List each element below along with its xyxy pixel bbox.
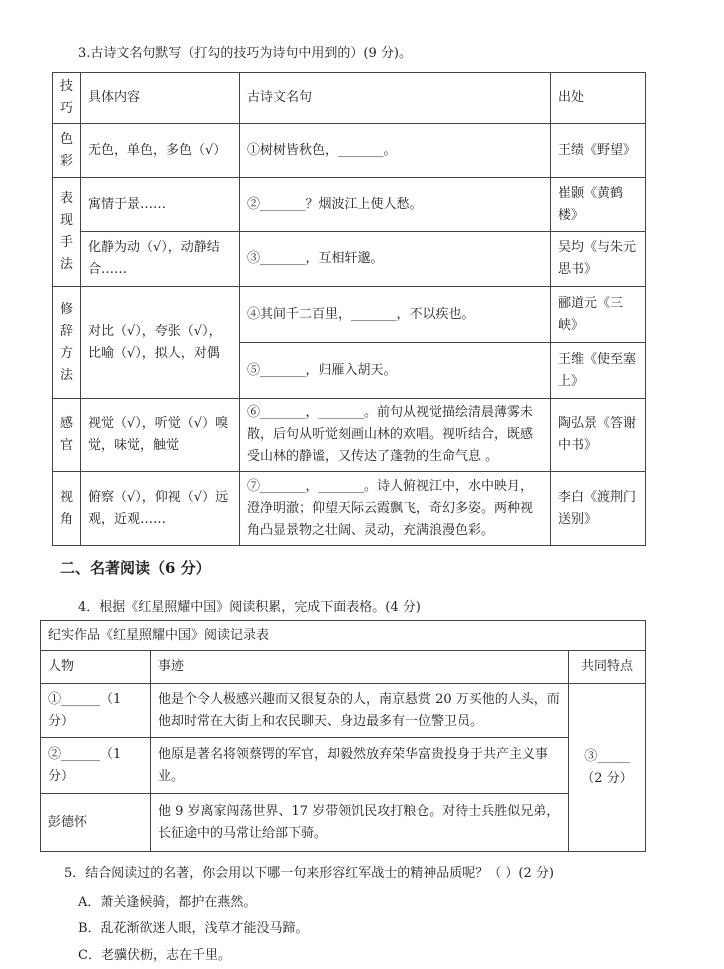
person-cell: 彭德怀 — [41, 794, 151, 852]
header-technique: 技巧 — [53, 73, 81, 124]
option-c: C．老骥伏枥，志在千里。 — [78, 948, 231, 963]
reading-record-table — [40, 620, 646, 852]
table-row — [41, 621, 646, 651]
option-b: B．乱花渐欲迷人眼，浅草才能没马蹄。 — [78, 921, 309, 936]
question-4-title: 4．根据《红星照耀中国》阅读积累，完成下面表格。(4 分) — [78, 600, 421, 615]
table-row — [41, 651, 646, 684]
person-cell: ②______（1 分） — [41, 738, 151, 794]
common-trait-cell: ③_____（2 分） — [569, 684, 646, 852]
table-row — [53, 232, 646, 287]
table-row — [53, 287, 646, 343]
technique-cell: 表现手法 — [53, 178, 81, 287]
person-cell: ①______（1 分） — [41, 684, 151, 738]
table-row — [53, 399, 646, 472]
header-deed: 事迹 — [151, 651, 569, 684]
option-a: A．萧关逢候骑，都护在燕然。 — [78, 895, 257, 910]
table-row — [41, 684, 646, 738]
table-row — [41, 794, 646, 852]
content-cell: 无色，单色，多色（√） — [81, 124, 240, 178]
technique-cell: 修辞方法 — [53, 287, 81, 399]
table-row — [41, 738, 646, 794]
line-cell: ②_______？烟波江上使人愁。 — [240, 178, 551, 232]
header-content: 具体内容 — [81, 73, 240, 124]
header-source: 出处 — [551, 73, 646, 124]
technique-cell: 视角 — [53, 472, 81, 546]
source-cell: 王维《使至塞上》 — [551, 343, 646, 399]
line-cell: ③_______，互相轩邈。 — [240, 232, 551, 287]
source-cell: 吴均《与朱元思书》 — [551, 232, 646, 287]
source-cell: 崔颢《黄鹤楼》 — [551, 178, 646, 232]
header-person: 人物 — [41, 651, 151, 684]
deed-cell: 他 9 岁离家闯荡世界、17 岁带领饥民攻打粮仓。对待士兵胜似兄弟，长征途中的马常让给部下骑。 — [151, 794, 569, 852]
table-row — [53, 178, 646, 232]
source-cell: 王绩《野望》 — [551, 124, 646, 178]
content-cell: 化静为动（√），动静结合…… — [81, 232, 240, 287]
line-cell: ⑦_______，_______。诗人俯视江中，水中映月，澄净明澈；仰望天际云霞飘飞，奇幻多姿。两种视角凸显景物之壮阔、灵动，充满浪漫色彩。 — [240, 472, 551, 546]
content-cell: 视觉（√），听觉（√）嗅觉，味觉，触觉 — [81, 399, 240, 472]
table-row — [53, 472, 646, 546]
table-row — [53, 124, 646, 178]
line-cell: ⑤_______，归雁入胡天。 — [240, 343, 551, 399]
deed-cell: 他是个令人极感兴趣而又很复杂的人，南京悬赏 20 万买他的人头，而他却时常在大街上和农民聊天、身边最多有一位警卫员。 — [151, 684, 569, 738]
content-cell: 寓情于景…… — [81, 178, 240, 232]
section-2-heading: 二、名著阅读（6 分） — [60, 559, 211, 577]
header-line: 古诗文名句 — [240, 73, 551, 124]
table-row — [53, 73, 646, 124]
header-common: 共同特点 — [569, 651, 646, 684]
deed-cell: 他原是著名将领蔡锷的军官，却毅然放弃荣华富贵投身于共产主义事业。 — [151, 738, 569, 794]
line-cell: ⑥_______，_______。前句从视觉描绘清晨薄雾未散，后句从听觉刻画山林的欢唱。视听结合，既感受山林的静谧，又传达了蓬勃的生命气息 。 — [240, 399, 551, 472]
question-5-title: 5．结合阅读过的名著，你会用以下哪一句来形容红军战士的精神品质呢？（ ）(2 分) — [64, 866, 554, 881]
line-cell: ④其间千二百里，_______，不以疾也。 — [240, 287, 551, 343]
technique-cell: 色彩 — [53, 124, 81, 178]
question-3-title: 3.古诗文名句默写（打勾的技巧为诗句中用到的）(9 分)。 — [78, 46, 412, 61]
source-cell: 郦道元《三峡》 — [551, 287, 646, 343]
content-cell: 俯察（√），仰视（√）远观，近观…… — [81, 472, 240, 546]
line-cell: ①树树皆秋色，_______。 — [240, 124, 551, 178]
poetry-table — [52, 72, 646, 546]
source-cell: 陶弘景《答谢中书》 — [551, 399, 646, 472]
record-table-title: 纪实作品《红星照耀中国》阅读记录表 — [41, 621, 646, 651]
technique-cell: 感官 — [53, 399, 81, 472]
content-cell: 对比（√），夸张（√），比喻（√），拟人，对偶 — [81, 287, 240, 399]
source-cell: 李白《渡荆门送别》 — [551, 472, 646, 546]
